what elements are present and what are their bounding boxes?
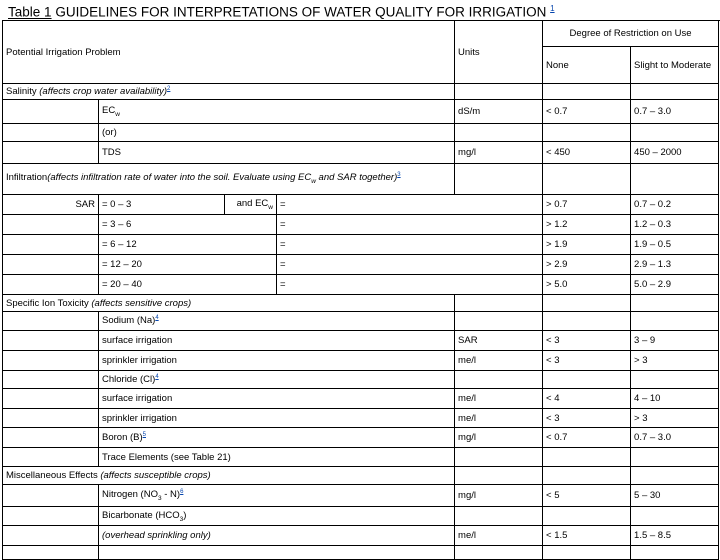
salinity-label: Salinity (affects crop water availability)$^2$ bbox=[3, 84, 455, 100]
value-slight: 0.7 – 3.0 bbox=[631, 428, 719, 448]
infil-none: > 5.0 bbox=[543, 275, 631, 295]
value-slight: 5 – 30 bbox=[631, 485, 719, 507]
ecw-row bbox=[3, 100, 719, 124]
ecw-equals: = bbox=[277, 215, 543, 235]
chloride-sprinkler-row bbox=[3, 409, 719, 428]
ecw-slight: 0.7 – 3.0 bbox=[631, 100, 719, 124]
bicarbonate-label: Bicarbonate $(HCO_3)$ bbox=[99, 507, 455, 526]
infiltration-row-5 bbox=[3, 275, 719, 295]
value-none: < 5 bbox=[543, 485, 631, 507]
method-label: sprinkler irrigation bbox=[99, 409, 455, 428]
value-none: < 1.5 bbox=[543, 526, 631, 546]
title-footnote-link[interactable]: 1 bbox=[550, 4, 555, 13]
or-row bbox=[3, 124, 719, 142]
infil-none: > 0.7 bbox=[543, 195, 631, 215]
infiltration-row-2 bbox=[3, 215, 719, 235]
header-slight: Slight to Moderate bbox=[631, 47, 719, 84]
ecw-equals: = bbox=[277, 235, 543, 255]
chloride-row bbox=[3, 371, 719, 389]
tds-param: TDS bbox=[99, 142, 455, 164]
units: me/l bbox=[455, 389, 543, 409]
sar-label: SAR bbox=[3, 195, 99, 215]
misc-label: Miscellaneous Effects (affects susceptible crops) bbox=[3, 467, 455, 485]
ecw-param: $EC_w$ bbox=[99, 100, 455, 124]
table-title bbox=[8, 4, 555, 20]
nitrogen-row bbox=[3, 485, 719, 507]
ion-toxicity-row bbox=[3, 295, 719, 312]
infil-none: > 2.9 bbox=[543, 255, 631, 275]
chloride-footnote-link[interactable]: 4 bbox=[155, 373, 159, 380]
table-number: Table 1 bbox=[8, 4, 52, 20]
sodium-label: Sodium (Na)$^4$ bbox=[99, 312, 455, 331]
header-degree: Degree of Restriction on Use bbox=[543, 21, 719, 47]
infil-slight: 2.9 – 1.3 bbox=[631, 255, 719, 275]
sodium-sprinkler-row bbox=[3, 351, 719, 371]
sodium-footnote-link[interactable]: 4 bbox=[155, 315, 159, 322]
value-none: < 3 bbox=[543, 331, 631, 351]
infil-slight: 0.7 – 0.2 bbox=[631, 195, 719, 215]
chloride-label: Chloride (Cl)$^4$ bbox=[99, 371, 455, 389]
header-row-1 bbox=[3, 21, 719, 47]
sar-range: = 20 – 40 bbox=[99, 275, 277, 295]
misc-row bbox=[3, 467, 719, 485]
continuation-row bbox=[3, 546, 719, 560]
ecw-units: dS/m bbox=[455, 100, 543, 124]
ion-toxicity-label: Specific Ion Toxicity (affects sensitive crops) bbox=[3, 295, 455, 312]
salinity-footnote-link[interactable]: 2 bbox=[167, 85, 171, 92]
trace-label: Trace Elements (see Table 21) bbox=[99, 448, 455, 467]
tds-row bbox=[3, 142, 719, 164]
tds-none: < 450 bbox=[543, 142, 631, 164]
sodium-row bbox=[3, 312, 719, 331]
value-none: < 3 bbox=[543, 409, 631, 428]
boron-row bbox=[3, 428, 719, 448]
infil-slight: 1.9 – 0.5 bbox=[631, 235, 719, 255]
infil-slight: 1.2 – 0.3 bbox=[631, 215, 719, 235]
chloride-surface-row bbox=[3, 389, 719, 409]
units: me/l bbox=[455, 409, 543, 428]
infiltration-row-1 bbox=[3, 195, 719, 215]
header-units: Units bbox=[455, 21, 543, 84]
method-label: sprinkler irrigation bbox=[99, 351, 455, 371]
method-label: surface irrigation bbox=[99, 331, 455, 351]
units: SAR bbox=[455, 331, 543, 351]
trace-row bbox=[3, 448, 719, 467]
sar-range: = 12 – 20 bbox=[99, 255, 277, 275]
ecw-none: < 0.7 bbox=[543, 100, 631, 124]
infil-none: > 1.2 bbox=[543, 215, 631, 235]
method-label: surface irrigation bbox=[99, 389, 455, 409]
overhead-row bbox=[3, 526, 719, 546]
tds-units: mg/l bbox=[455, 142, 543, 164]
value-slight: 1.5 – 8.5 bbox=[631, 526, 719, 546]
header-none: None bbox=[543, 47, 631, 84]
infiltration-label: Infiltration(affects infiltration rate of water into the soil. Evaluate using $EC_w$ and SAR together)$^3$ bbox=[3, 164, 455, 195]
sar-range: = 6 – 12 bbox=[99, 235, 277, 255]
header-problem: Potential Irrigation Problem bbox=[3, 21, 455, 84]
bicarbonate-row bbox=[3, 507, 719, 526]
boron-label: Boron (B)$^5$ bbox=[99, 428, 455, 448]
value-none: < 0.7 bbox=[543, 428, 631, 448]
infiltration-row-3 bbox=[3, 235, 719, 255]
infil-none: > 1.9 bbox=[543, 235, 631, 255]
infiltration-row-4 bbox=[3, 255, 719, 275]
or-label: (or) bbox=[99, 124, 455, 142]
value-none: < 4 bbox=[543, 389, 631, 409]
overhead-label: (overhead sprinkling only) bbox=[99, 526, 455, 546]
guidelines-table bbox=[2, 20, 719, 560]
value-slight: 4 – 10 bbox=[631, 389, 719, 409]
boron-footnote-link[interactable]: 5 bbox=[142, 431, 146, 438]
table-title-text: GUIDELINES FOR INTERPRETATIONS OF WATER QUALITY FOR IRRIGATION bbox=[55, 4, 547, 20]
units: me/l bbox=[455, 351, 543, 371]
units: me/l bbox=[455, 526, 543, 546]
infiltration-row bbox=[3, 164, 719, 195]
units: mg/l bbox=[455, 428, 543, 448]
infiltration-footnote-link[interactable]: 3 bbox=[397, 172, 401, 179]
sar-range: = 3 – 6 bbox=[99, 215, 277, 235]
sar-range: = 0 – 3 bbox=[99, 195, 225, 215]
sodium-surface-row bbox=[3, 331, 719, 351]
tds-slight: 450 – 2000 bbox=[631, 142, 719, 164]
ecw-equals: = bbox=[277, 275, 543, 295]
ecw-equals: = bbox=[277, 255, 543, 275]
salinity-row bbox=[3, 84, 719, 100]
value-slight: > 3 bbox=[631, 351, 719, 371]
value-slight: > 3 bbox=[631, 409, 719, 428]
and-ecw-label: and $EC_w$ bbox=[225, 195, 277, 215]
nitrogen-label: Nitrogen $(NO_3 - N)^6$ bbox=[99, 485, 455, 507]
infil-slight: 5.0 – 2.9 bbox=[631, 275, 719, 295]
value-none: < 3 bbox=[543, 351, 631, 371]
ecw-equals: = bbox=[277, 195, 543, 215]
units: mg/l bbox=[455, 485, 543, 507]
nitrogen-footnote-link[interactable]: 6 bbox=[180, 488, 184, 495]
value-slight: 3 – 9 bbox=[631, 331, 719, 351]
